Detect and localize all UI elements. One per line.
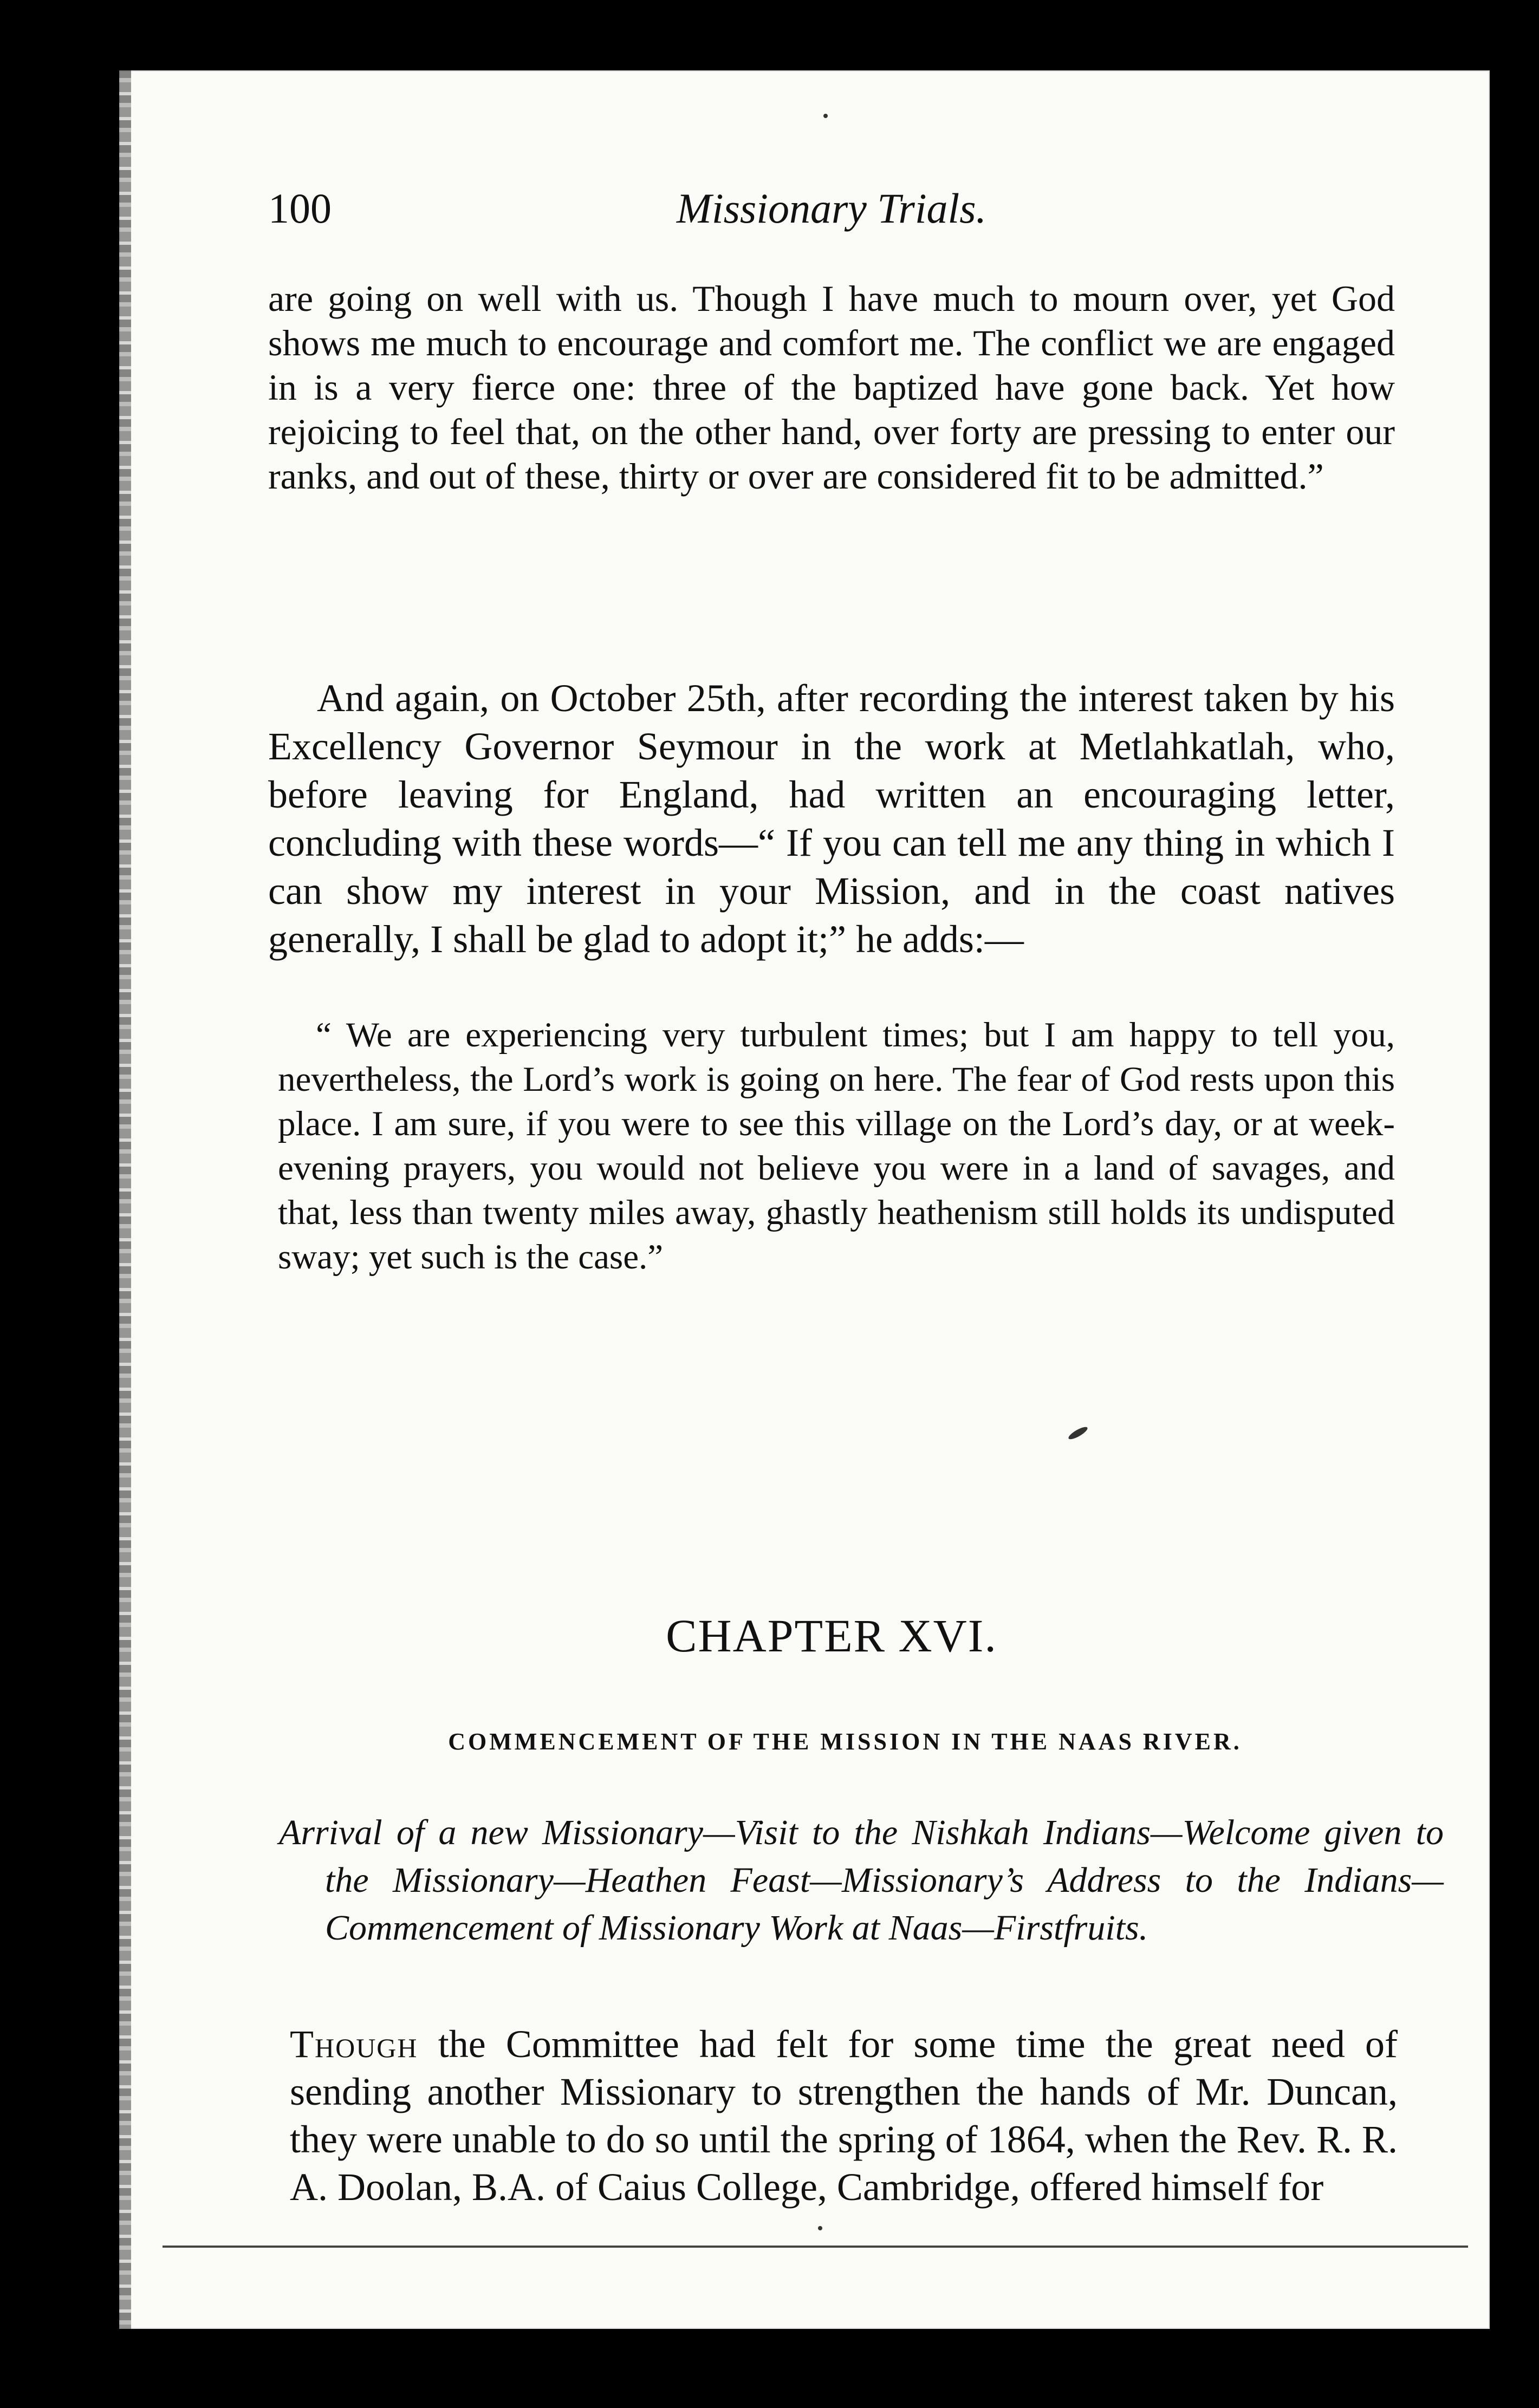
chapter-subtitle: COMMENCEMENT OF THE MISSION IN THE NAAS RIVER. <box>448 1728 1242 1755</box>
ink-speck <box>1067 1425 1089 1441</box>
running-title: Missionary Trials. <box>676 185 987 232</box>
page-gutter-edge <box>119 70 131 2329</box>
ink-speck <box>818 2226 822 2230</box>
book-page <box>119 70 1490 2329</box>
page-number: 100 <box>268 185 332 232</box>
paragraph-continuation: are going on well with us. Though I have much to mourn over, yet God shows me much to encourage and comfort me. The conflict we are engaged in is a very fierce one: three of the baptized have gone back. Yet how rejoicing to feel that, on the other hand, over forty are pressing to enter our ranks, and out of these, thirty or over are considered fit to be admitted.” <box>268 278 1395 497</box>
ink-speck <box>823 114 828 118</box>
opening-text: the Committee had felt for some time the great need of sending another Missionary to strengthen the hands of Mr. Duncan, they were unable to do so until the spring of 1864, when the Rev. R. R. A. Doolan, B.A. of Caius College, Cambridge, offered himself for <box>290 2022 1398 2209</box>
lead-word: Though <box>290 2022 418 2066</box>
chapter-title: CHAPTER XVI. <box>666 1610 997 1662</box>
chapter-synopsis: Arrival of a new Missionary—Visit to the Nishkah Indians—Welcome given to the Missionary—Heathen Feast—Missionary’s Address to the Indians—Commencement of Missionary Work at Naas—Firstfruits. <box>279 1813 1444 1948</box>
bottom-rule <box>163 2246 1468 2248</box>
running-head <box>268 176 1395 241</box>
chapter-opening-paragraph <box>290 2020 1398 2211</box>
paragraph-october: And again, on October 25th, after recording the interest taken by his Excellency Governor Seymour in the work at Metlahkatlah, who, before leaving for England, had written an encouraging letter, concluding with these words—“ If you can tell me any thing in which I can show my interest in your Mission, and in the coast natives generally, I shall be glad to adopt it;” he adds:— <box>268 676 1395 961</box>
block-quote: “ We are experiencing very turbulent times; but I am happy to tell you, nevertheless, the Lord’s work is going on here. The fear of God rests upon this place. I am sure, if you were to see this village on the Lord’s day, or at week-evening prayers, you would not believe you were in a land of savages, and that, less than twenty miles away, ghastly heathenism still holds its undisputed sway; yet such is the case.” <box>278 1016 1395 1277</box>
